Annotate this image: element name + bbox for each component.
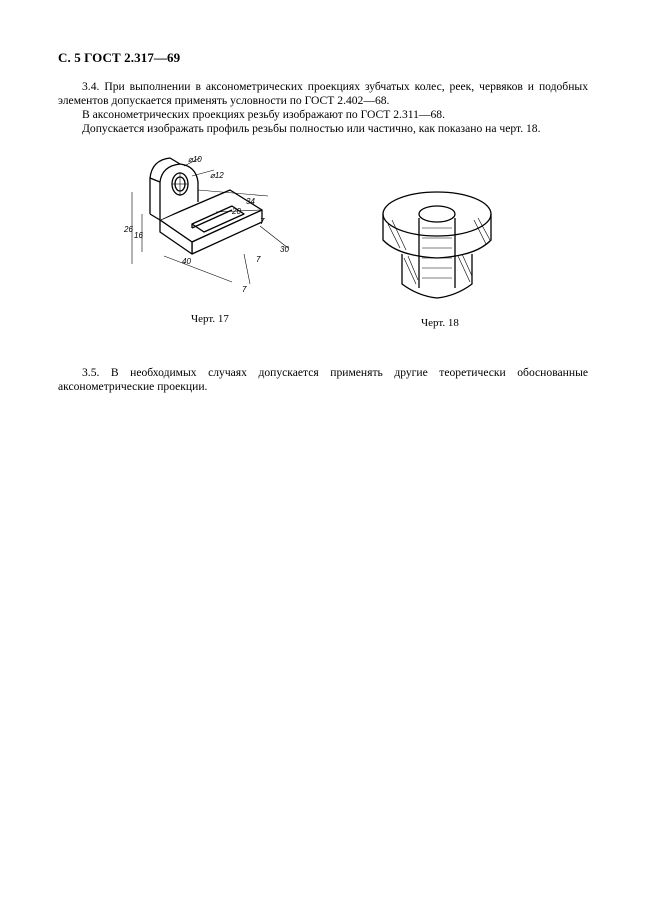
paragraph-thread-profile: Допускается изображать профиль резьбы полностью или частично, как показано на черт. 18. xyxy=(82,122,541,135)
dim-20: 20 xyxy=(232,207,241,216)
paragraph-3-5: 3.5. В необходимых случаях допускается применять другие теоретически обоснованные аксонометрические проекции. xyxy=(58,366,588,393)
dim-16: 16 xyxy=(134,231,143,240)
paragraph-3-4: 3.4. При выполнении в аксонометрических проекциях зубчатых колес, реек, червяков и подобных элементов допускается применять условности по ГОСТ 2.402—68. xyxy=(58,80,588,107)
figure-17-drawing xyxy=(120,152,310,312)
figure-17-caption: Черт. 17 xyxy=(191,313,229,325)
dim-7c: 7 xyxy=(242,285,247,294)
dim-7b: 7 xyxy=(256,255,261,264)
page-header: С. 5 ГОСТ 2.317—69 xyxy=(58,50,181,65)
figure-18-drawing xyxy=(378,188,496,310)
dim-30: 30 xyxy=(280,245,289,254)
figure-18-caption: Черт. 18 xyxy=(421,317,459,329)
dim-26: 26 xyxy=(124,225,133,234)
paragraph-thread: В аксонометрических проекциях резьбу изображают по ГОСТ 2.311—68. xyxy=(82,108,446,121)
dim-34: 34 xyxy=(246,197,255,206)
dim-40: 40 xyxy=(182,257,191,266)
bushing-bore xyxy=(419,206,455,222)
dim-7a: 7 xyxy=(260,217,265,226)
dim-d12: ⌀12 xyxy=(210,171,224,180)
dim-d10: ⌀10 xyxy=(188,155,202,164)
